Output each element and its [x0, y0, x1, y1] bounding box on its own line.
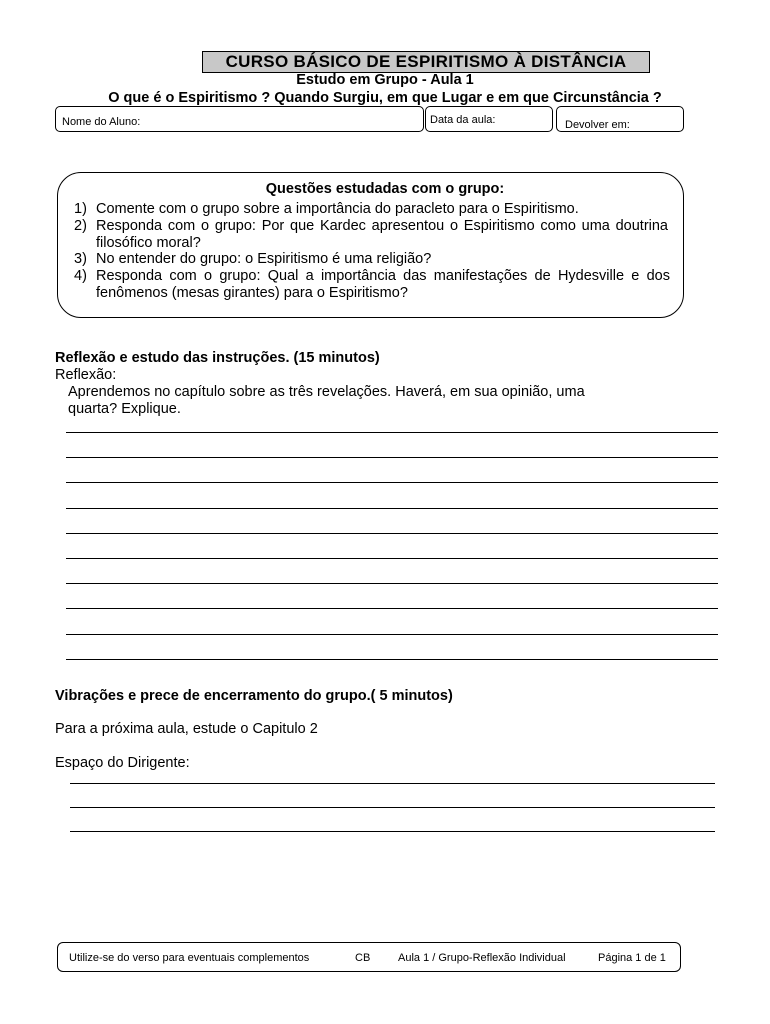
course-title: CURSO BÁSICO DE ESPIRITISMO À DISTÂNCIA	[202, 51, 650, 73]
questions-heading-text: Questões estudadas com o grupo	[265, 181, 500, 197]
reflection-label: Reflexão:	[55, 367, 117, 383]
questions-heading-colon: :	[499, 181, 505, 197]
footer-lesson: Aula 1 / Grupo-Reflexão Individual	[398, 952, 566, 964]
lesson-question: O que é o Espiritismo ? Quando Surgiu, em que Lugar e em que Circunstância ?	[108, 90, 662, 106]
class-date-field[interactable]	[425, 106, 553, 132]
reflection-prompt-line-2: quarta? Explique.	[68, 401, 181, 417]
question-item-1	[74, 201, 674, 218]
question-text: Responda com o grupo: Por que Kardec apresentou o Espiritismo como uma doutrina filosófico moral?	[96, 218, 668, 251]
answer-line[interactable]	[66, 432, 718, 433]
closing-heading: Vibrações e prece de encerramento do grupo.( 5 minutos)	[55, 688, 453, 704]
question-text: Responda com o grupo: Qual a importância das manifestações de Hydesville e dos fenômenos (mesas girantes) para o Espiritismo?	[96, 268, 670, 301]
answer-line[interactable]	[66, 558, 718, 559]
footer-note: Utilize-se do verso para eventuais complementos	[69, 952, 310, 964]
question-number: 1)	[74, 201, 87, 217]
answer-line[interactable]	[66, 583, 718, 584]
next-class-text: Para a próxima aula, estude o Capitulo 2	[55, 721, 318, 737]
reflection-heading: Reflexão e estudo das instruções. (15 minutos)	[55, 350, 380, 366]
answer-line[interactable]	[66, 634, 718, 635]
question-text: Comente com o grupo sobre a importância do paracleto para o Espiritismo.	[96, 201, 579, 217]
leader-space-label: Espaço do Dirigente:	[55, 755, 190, 771]
answer-line[interactable]	[66, 482, 718, 483]
answer-line[interactable]	[66, 659, 718, 660]
question-item-3	[74, 251, 674, 268]
answer-line[interactable]	[66, 508, 718, 509]
leader-line[interactable]	[70, 831, 715, 832]
return-date-label: Devolver em:	[565, 119, 630, 131]
question-item-2	[74, 218, 674, 252]
return-date-field[interactable]	[556, 106, 684, 132]
class-date-label: Data da aula:	[430, 114, 496, 126]
reflection-prompt-line-1: Aprendemos no capítulo sobre as três revelações. Haverá, em sua opinião, uma	[68, 384, 585, 400]
question-number: 3)	[74, 251, 87, 267]
student-name-field[interactable]	[55, 106, 424, 132]
footer-page: Página 1 de 1	[598, 952, 666, 964]
questions-heading	[0, 181, 770, 197]
footer-box	[57, 942, 681, 972]
leader-line[interactable]	[70, 807, 715, 808]
answer-line[interactable]	[66, 457, 718, 458]
answer-line[interactable]	[66, 608, 718, 609]
footer-code: CB	[355, 952, 371, 964]
question-item-4	[74, 268, 674, 302]
answer-line[interactable]	[66, 533, 718, 534]
question-number: 2)	[74, 218, 87, 234]
lesson-subtitle: Estudo em Grupo - Aula 1	[296, 72, 474, 88]
question-number: 4)	[74, 268, 87, 284]
leader-line[interactable]	[70, 783, 715, 784]
question-text: No entender do grupo: o Espiritismo é uma religião?	[96, 251, 432, 267]
student-name-label: Nome do Aluno:	[62, 116, 141, 128]
